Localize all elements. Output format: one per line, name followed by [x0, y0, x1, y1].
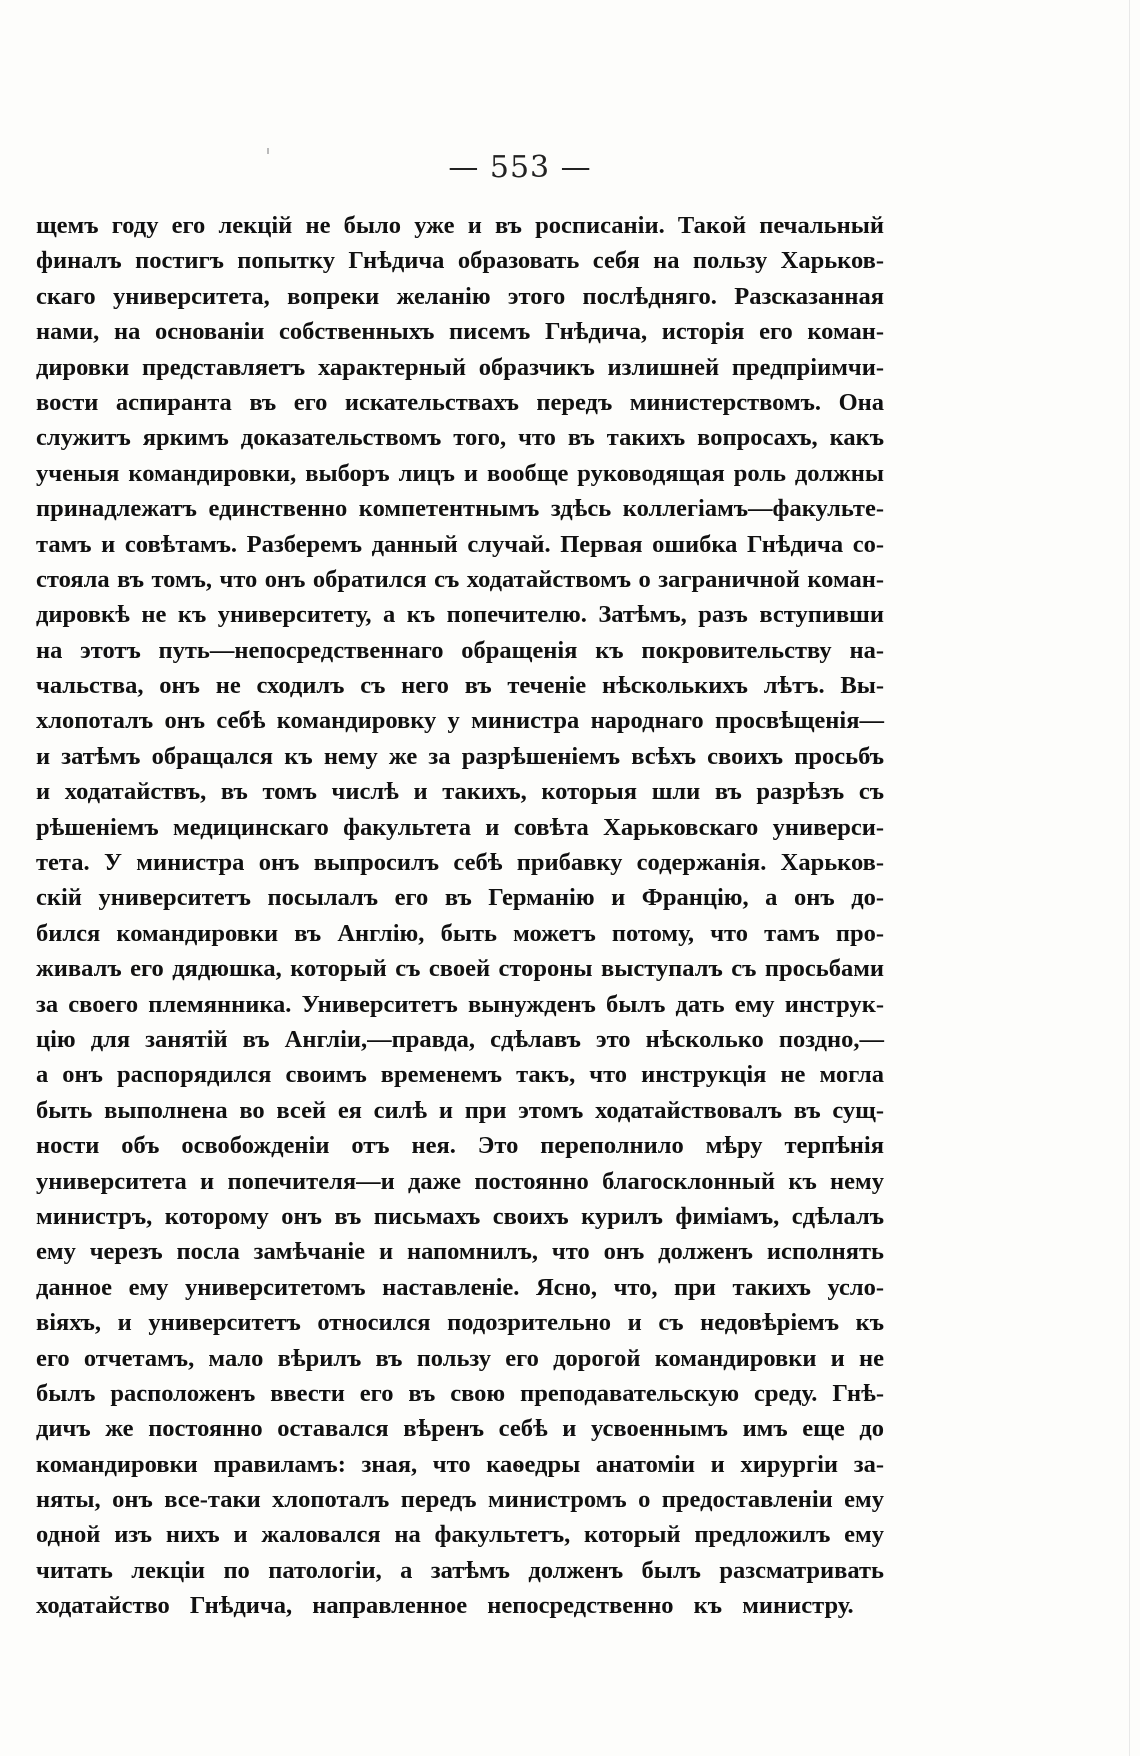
- text-line: рѣшеніемъ медицинскаго факультета и совѣта Харьковскаго универси-: [36, 813, 884, 841]
- text-line: служитъ яркимъ доказательствомъ того, что въ такихъ вопросахъ, какъ: [36, 424, 884, 452]
- text-line: одной изъ нихъ и жаловался на факультетъ, который предложилъ ему: [36, 1521, 884, 1549]
- text-line: министръ, которому онъ въ письмахъ своихъ курилъ фиміамъ, сдѣлалъ: [36, 1202, 884, 1230]
- text-line: а онъ распорядился своимъ временемъ такъ, что инструкція не могла: [36, 1061, 884, 1089]
- text-line: щемъ году его лекцій не было уже и въ росписаніи. Такой печальный: [36, 212, 884, 239]
- text-line: финалъ постигъ попытку Гнѣдича образовать себя на пользу Харьков-: [36, 247, 884, 275]
- text-line: віяхъ, и университетъ относился подозрительно и съ недовѣріемъ къ: [36, 1309, 884, 1337]
- text-line: няты, онъ все-таки хлопоталъ передъ министромъ о предоставленіи ему: [36, 1486, 884, 1514]
- text-line: ходатайство Гнѣдича, направленное непосредственно къ министру.: [36, 1592, 854, 1620]
- text-line: быть выполнена во всей ея силѣ и при этомъ ходатайствовалъ въ сущ-: [36, 1096, 884, 1124]
- text-line: скаго университета, вопреки желанію этого послѣдняго. Разсказанная: [36, 282, 884, 310]
- text-line: ученыя командировки, выборъ лицъ и вообще руководящая роль должны: [36, 459, 884, 487]
- text-line: тета. У министра онъ выпросилъ себѣ прибавку содержанія. Харьков-: [36, 849, 884, 877]
- text-line: былъ расположенъ ввести его въ свою преподавательскую среду. Гнѣ-: [36, 1379, 884, 1407]
- text-line: бился командировки въ Англію, быть можетъ потому, что тамъ про-: [36, 919, 884, 947]
- text-line: нами, на основаніи собственныхъ писемъ Гнѣдича, исторія его коман-: [36, 318, 884, 346]
- text-line: принадлежатъ единственно компетентнымъ здѣсь коллегіамъ—факульте-: [36, 495, 884, 523]
- text-line: на этотъ путь—непосредственнаго обращенія къ покровительству на-: [36, 636, 884, 664]
- text-line: университета и попечителя—и даже постоянно благосклонный къ нему: [36, 1167, 884, 1195]
- page-number: — 553 —: [448, 150, 592, 185]
- text-line: и затѣмъ обращался къ нему же за разрѣшеніемъ всѣхъ своихъ просьбъ: [36, 742, 884, 770]
- text-line: дировкѣ не къ университету, а къ попечителю. Затѣмъ, разъ вступивши: [36, 601, 884, 629]
- text-line: командировки правиламъ: зная, что каѳедры анатоміи и хирургіи за-: [36, 1450, 884, 1478]
- body-text: [36, 208, 884, 1624]
- text-line: данное ему университетомъ наставленіе. Ясно, что, при такихъ усло-: [36, 1273, 884, 1301]
- text-line: дичъ же постоянно оставался вѣренъ себѣ и усвоеннымъ имъ еще до: [36, 1415, 884, 1443]
- text-line: стояла въ томъ, что онъ обратился съ ходатайствомъ о заграничной коман-: [36, 565, 884, 593]
- text-line: читать лекціи по патологіи, а затѣмъ долженъ былъ разсматривать: [36, 1556, 884, 1584]
- text-line: скій университетъ посылалъ его въ Германію и Францію, а онъ до-: [36, 884, 884, 912]
- text-line: живалъ его дядюшка, который съ своей стороны выступалъ съ просьбами: [36, 955, 884, 983]
- text-line: хлопоталъ онъ себѣ командировку у министра народнаго просвѣщенія—: [36, 707, 884, 735]
- text-line: ему черезъ посла замѣчаніе и напомнилъ, что онъ долженъ исполнять: [36, 1238, 884, 1266]
- text-line: дировки представляетъ характерный образчикъ излишней предпріимчи-: [36, 353, 884, 381]
- text-line: чальства, онъ не сходилъ съ него въ теченіе нѣсколькихъ лѣтъ. Вы-: [36, 672, 884, 700]
- text-line: и ходатайствъ, въ томъ числѣ и такихъ, которыя шли въ разрѣзъ съ: [36, 778, 884, 806]
- text-line: вости аспиранта въ его искательствахъ передъ министерствомъ. Она: [36, 388, 884, 416]
- text-line: ности объ освобожденіи отъ нея. Это переполнило мѣру терпѣнія: [36, 1132, 884, 1160]
- text-line: цію для занятій въ Англіи,—правда, сдѣлавъ это нѣсколько поздно,—: [36, 1025, 884, 1053]
- text-line: его отчетамъ, мало вѣрилъ въ пользу его дорогой командировки и не: [36, 1344, 884, 1372]
- text-line: тамъ и совѣтамъ. Разберемъ данный случай. Первая ошибка Гнѣдича со-: [36, 530, 884, 558]
- text-line: за своего племянника. Университетъ вынужденъ былъ дать ему инструк-: [36, 990, 884, 1018]
- scan-edge-line: [1129, 0, 1130, 1756]
